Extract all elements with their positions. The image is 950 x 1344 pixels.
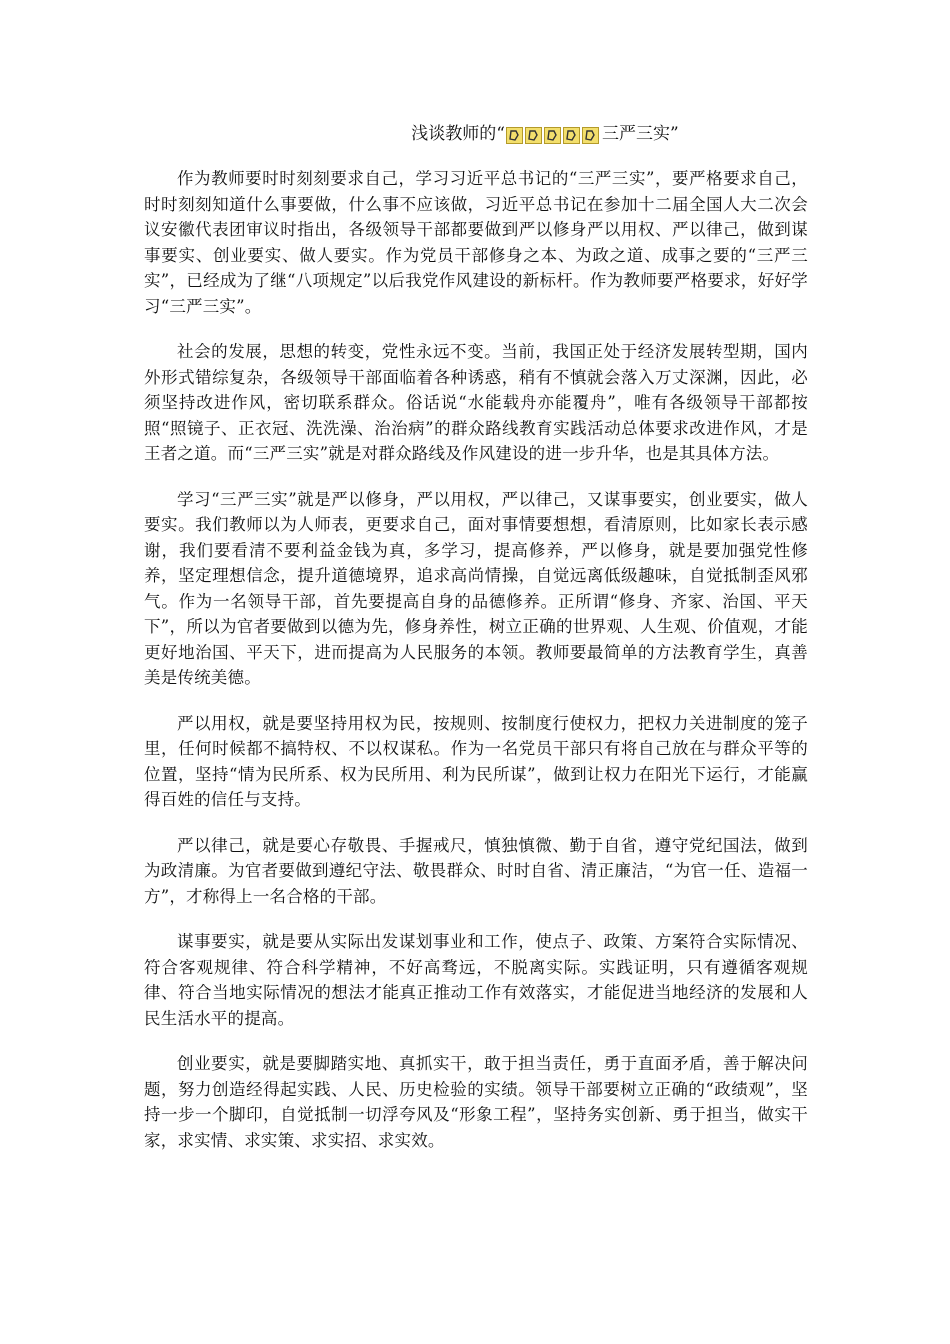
paragraph-strict-power: 严以用权，就是要坚持用权为民，按规则、按制度行使权力，把权力关进制度的笼子里，任何时候都不搞特权、不以权谋私。作为一名党员干部只有将自己放在与群众平等的位置，坚持“情为民所系、权为民所用、利为民所谋”，做到让权力在阳光下运行，才能赢得百姓的信任与支持。 (144, 713, 808, 809)
paragraph-intro: 作为教师要时时刻刻要求自己，学习习近平总书记的“三严三实”，要严格要求自己，时时刻刻知道什么事要做，什么事不应该做，习近平总书记在参加十二届全国人大二次会议安徽代表团审议时指出，各级领导干部都要做到严以修身严以用权、严以律己，做到谋事要实、创业要实、做人要实。作为党员干部修身之本、为政之道、成事之要的“三严三实”，已经成为了继“八项规定”以后我党作风建设的新标杆。作为教师要严格要求，好好学习“三严三实”。 (144, 169, 808, 316)
garbled-glyph-icon (506, 127, 523, 144)
paragraph-practical-enterprise: 创业要实，就是要脚踏实地、真抓实干，敢于担当责任，勇于直面矛盾，善于解决问题，努力创造经得起实践、人民、历史检验的实绩。领导干部要树立正确的“政绩观”，坚持一步一个脚印，自觉抵制一切浮夸风及“形象工程”，坚持务实创新、勇于担当，做实干家，求实情、求实策、求实招、求实效。 (144, 1054, 808, 1150)
paragraph-practical-planning: 谋事要实，就是要从实际出发谋划事业和工作，使点子、政策、方案符合实际情况、符合客观规律、符合科学精神，不好高骛远，不脱离实际。实践证明，只有遵循客观规律、符合当地实际情况的想法才能真正推动工作有效落实，才能促进当地经济的发展和人民生活水平的提高。 (144, 932, 808, 1028)
document-body (144, 166, 808, 1173)
title-glyph-group (506, 121, 601, 149)
title-prefix: 浅谈教师的“ (411, 124, 505, 144)
garbled-glyph-icon (563, 127, 580, 144)
garbled-glyph-icon (582, 127, 599, 144)
paragraph-social-development: 社会的发展，思想的转变，党性永远不变。当前，我国正处于经济发展转型期，国内外形式错综复杂，各级领导干部面临着各种诱惑，稍有不慎就会落入万丈深渊，因此，必须坚持改进作风，密切联系群众。俗话说“水能载舟亦能覆舟”，唯有各级领导干部都按照“照镜子、正衣冠、洗洗澡、治治病”的群众路线教育实践活动总体要求改进作风，才是王者之道。而“三严三实”就是对群众路线及作风建设的进一步升华，也是其具体方法。 (144, 342, 808, 463)
garbled-glyph-icon (525, 127, 542, 144)
paragraph-strict-self: 严以律己，就是要心存敬畏、手握戒尺，慎独慎微、勤于自省，遵守党纪国法，做到为政清廉。为官者要做到遵纪守法、敬畏群众、时时自省、清正廉洁，“为官一任、造福一方”，才称得上一名合格的干部。 (144, 835, 808, 906)
title-suffix: 三严三实” (602, 124, 679, 144)
paragraph-study-three-stricts: 学习“三严三实”就是严以修身，严以用权，严以律己，又谋事要实，创业要实，做人要实。我们教师以为人师表，更要求自己，面对事情要想想，看清原则，比如家长表示感谢，我们要看清不要利益金钱为真，多学习，提高修养，严以修身，就是要加强党性修养，坚定理想信念，提升道德境界，追求高尚情操，自觉远离低级趣味，自觉抵制歪风邪气。作为一名领导干部，首先要提高自身的品德修养。正所谓“修身、齐家、治国、平天下”，所以为官者要做到以德为先，修身养性，树立正确的世界观、人生观、价值观，才能更好地治国、平天下，进而提高为人民服务的本领。教师要最简单的方法教育学生，真善美是传统美德。 (144, 489, 808, 687)
document-title (0, 120, 950, 149)
garbled-glyph-icon (544, 127, 561, 144)
